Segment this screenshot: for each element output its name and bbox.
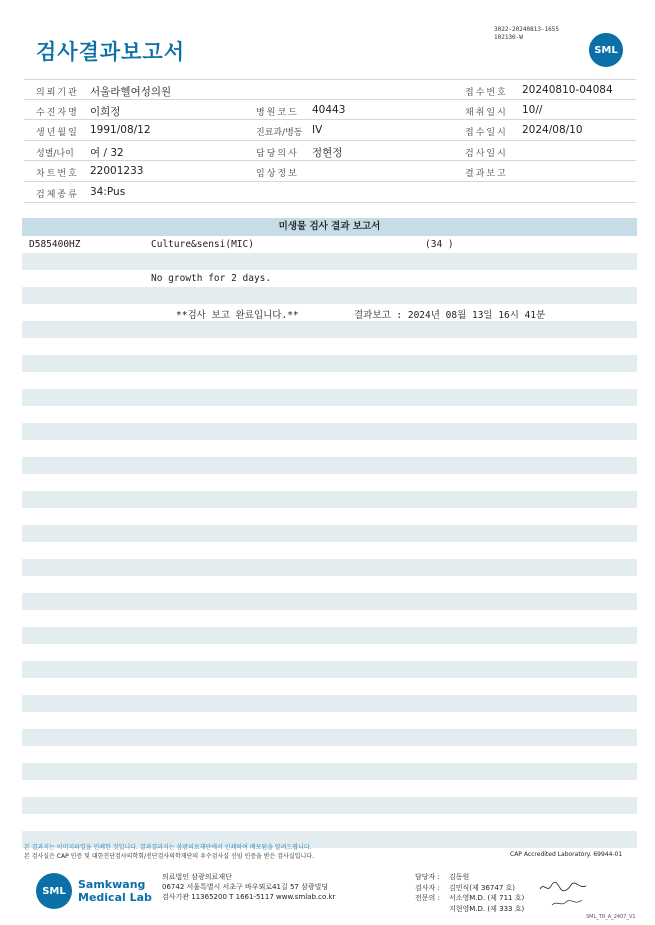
- result-table-row: [22, 559, 637, 576]
- dept-label: 진료과/병동: [256, 128, 303, 139]
- test-specimen: (34 ): [425, 239, 454, 250]
- receipt-date-value: 2024/08/10: [522, 124, 583, 137]
- result-table-row: [22, 576, 637, 593]
- specialist-label: 전문의 :: [415, 894, 440, 902]
- info-row-hospital: [24, 79, 636, 100]
- tester-label: 검사자 :: [415, 883, 440, 892]
- info-row-specimen: [24, 182, 636, 203]
- manager-label: 담당자 :: [415, 873, 440, 881]
- report-complete-note: **검사 보고 완료입니다.**: [176, 310, 299, 321]
- sml-footer-logo-icon: SML: [36, 873, 72, 909]
- info-row-dob: [24, 120, 636, 141]
- result-table-row: [22, 695, 637, 712]
- result-table-row: [22, 491, 637, 508]
- sml-logo-icon: SML: [589, 33, 623, 67]
- specimen-label: 검체종류: [36, 189, 79, 200]
- result-table-row: [22, 372, 637, 389]
- dob-label: 생년월일: [36, 128, 79, 139]
- result-table-row: [22, 780, 637, 797]
- org-name: 의료법인 삼광의료재단: [162, 873, 232, 881]
- specialist-value-1: 서소영M.D. (제 711 호): [449, 894, 525, 902]
- report-title: 검사결과보고서: [36, 40, 186, 64]
- sex-age-label: 성별/나이: [36, 148, 74, 159]
- result-table-row: [22, 797, 637, 814]
- result-table-row: [22, 661, 637, 678]
- staff-block: [415, 872, 524, 914]
- contact: 검사기관 11365200 T 1661-5117 www.smlab.co.kr: [162, 893, 336, 901]
- print-notice: 본 결과지는 이미지파일을 인쇄한 것입니다. 결과결과지는 삼광의료재단에서 인쇄하여 배포됨을 알려드립니다.: [24, 844, 312, 851]
- doctor-value: 정현정: [312, 146, 343, 159]
- result-table-row: [22, 746, 637, 763]
- lab-name-line2: Medical Lab: [78, 891, 152, 904]
- manager-value: 김동원: [449, 873, 470, 881]
- result-table-row: [22, 355, 637, 372]
- test-code: D585400HZ: [29, 239, 81, 250]
- document-id-line2: 102130-W: [494, 34, 523, 41]
- patient-info-table: [24, 79, 636, 203]
- footer-logo: [36, 873, 152, 909]
- collect-date-label: 채취일시: [465, 107, 508, 118]
- result-report-label: 결과보고: [465, 169, 508, 180]
- document-id: [494, 26, 559, 42]
- receipt-date-label: 접수일시: [465, 128, 508, 139]
- hospital-value: 서울라헬여성의원: [90, 86, 172, 98]
- result-section-title: 미생물 검사 결과 보고서: [22, 218, 637, 236]
- result-table-row: [22, 253, 637, 270]
- accreditation-notice: 본 검사실은 CAP 인증 및 대한진단검사의학회/진단검사의학재단의 우수검사실 신임 인증을 받은 검사실입니다.: [24, 853, 314, 860]
- dept-value: IV: [312, 124, 323, 137]
- result-table-row: [22, 627, 637, 644]
- result-table-row: [22, 644, 637, 661]
- doctor-label: 담당의사: [256, 148, 299, 159]
- report-time: 결과보고 : 2024년 08월 13일 16시 41분: [354, 310, 546, 321]
- result-table-row: [22, 678, 637, 695]
- result-table-row: [22, 389, 637, 406]
- lab-name: [78, 878, 152, 904]
- result-finding: No growth for 2 days.: [151, 273, 272, 284]
- cap-accreditation: CAP Accredited Laboratory. 69944-01: [510, 851, 623, 858]
- collect-date-value: 10//: [522, 103, 543, 116]
- chart-no-value: 22001233: [90, 165, 144, 178]
- result-table-row: [22, 814, 637, 831]
- result-table-row: [22, 236, 637, 253]
- result-table-row: [22, 610, 637, 627]
- result-table-body: [22, 236, 637, 848]
- lab-name-line1: Samkwang: [78, 878, 146, 891]
- sex-age-value: 여 / 32: [90, 146, 124, 159]
- receipt-no-value: 20240810-04084: [522, 84, 613, 96]
- address: 06742 서울특별시 서초구 바우뫼로41길 57 삼광빌딩: [162, 883, 329, 891]
- result-table-row: [22, 729, 637, 746]
- test-name: Culture&sensi(MIC): [151, 239, 254, 250]
- result-table-row: [22, 270, 637, 287]
- result-table-row: [22, 542, 637, 559]
- tester-signature-icon: [538, 880, 588, 894]
- hosp-code-value: 40443: [312, 103, 346, 116]
- specialist-value-2: 지현영M.D. (제 333 호): [449, 904, 525, 913]
- result-table-row: [22, 338, 637, 355]
- info-row-sex-age: [24, 141, 636, 162]
- receipt-no-label: 접수번호: [465, 88, 508, 98]
- result-table-row: [22, 457, 637, 474]
- name-label: 수진자명: [36, 107, 79, 118]
- result-table-row: [22, 712, 637, 729]
- specialist-signature-icon: [550, 897, 584, 909]
- result-table-row: [22, 763, 637, 780]
- test-date-label: 검사일시: [465, 148, 508, 159]
- tester-value: 김민식(제 36747 호): [449, 883, 515, 892]
- result-table-row: [22, 321, 637, 338]
- info-row-name: [24, 100, 636, 121]
- hospital-label: 의뢰기관: [36, 88, 79, 98]
- specimen-value: 34:Pus: [90, 185, 126, 198]
- result-table-row: [22, 440, 637, 457]
- dob-value: 1991/08/12: [90, 124, 151, 137]
- result-table-row: [22, 423, 637, 440]
- name-value: 이희정: [90, 105, 121, 118]
- hosp-code-label: 병원코드: [256, 107, 299, 118]
- result-table-row: [22, 508, 637, 525]
- info-row-chart: [24, 161, 636, 182]
- result-table-row: [22, 593, 637, 610]
- lab-address-block: [162, 872, 335, 902]
- form-code: SML_TR_A_2407_V1: [586, 914, 636, 920]
- chart-no-label: 차트번호: [36, 169, 79, 180]
- document-id-line1: 3022-20240813-1655: [494, 26, 560, 33]
- clinical-label: 임상정보: [256, 169, 299, 180]
- result-table-row: [22, 406, 637, 423]
- result-table-row: [22, 525, 637, 542]
- result-table-row: [22, 287, 637, 304]
- result-table-row: [22, 474, 637, 491]
